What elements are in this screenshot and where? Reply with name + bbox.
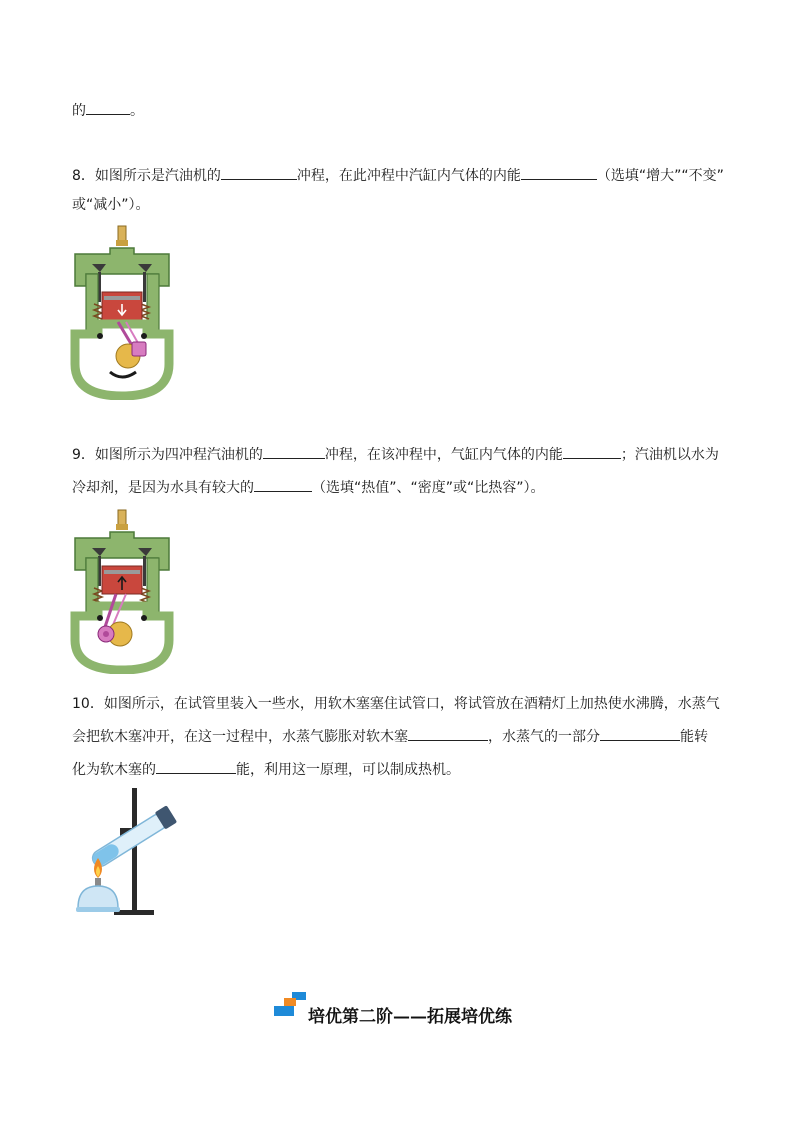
q10-text-5: 化为软木塞的 bbox=[72, 762, 156, 778]
q8-energy-blank[interactable] bbox=[521, 165, 597, 180]
spark-plug-icon bbox=[118, 226, 126, 242]
iron-stand-icon bbox=[132, 788, 137, 914]
q8-text-1: 8．如图所示是汽油机的 bbox=[72, 168, 221, 184]
q7-prefix: 的 bbox=[72, 103, 86, 119]
q8-text-2: 冲程，在此冲程中汽缸内气体的内能 bbox=[296, 168, 521, 184]
q9-line-1 bbox=[72, 444, 719, 465]
section-header bbox=[0, 1000, 794, 1030]
q9-text-5: （选填“热值”、“密度”或“比热容”）。 bbox=[312, 480, 545, 496]
q9-line-2 bbox=[72, 477, 545, 498]
spark-plug-icon bbox=[118, 510, 126, 526]
q9-stroke-blank[interactable] bbox=[263, 444, 325, 459]
q9-text-3: ；汽油机以水为 bbox=[620, 447, 719, 463]
q10-energy-to-blank[interactable] bbox=[156, 759, 236, 774]
q8-text-3: （选填“增大”“不变” bbox=[596, 168, 724, 184]
q7-suffix: 。 bbox=[130, 103, 144, 119]
q10-text-6: 能，利用这一原理，可以制成热机。 bbox=[236, 762, 460, 778]
q8-engine-diagram bbox=[70, 224, 175, 400]
q9-engine-diagram bbox=[70, 508, 175, 674]
q7-tail-line bbox=[72, 100, 144, 121]
q9-property-blank[interactable] bbox=[254, 477, 312, 492]
q10-text-4: 能转 bbox=[680, 729, 708, 745]
q8-line-1 bbox=[72, 165, 724, 186]
q10-text-1: 10．如图所示，在试管里装入一些水，用软木塞塞住试管口，将试管放在酒精灯上加热使水沸腾，水蒸气 bbox=[72, 696, 720, 712]
q8-line-2 bbox=[72, 195, 150, 215]
section-logo-icon bbox=[274, 992, 310, 1024]
rotation-arrow-icon bbox=[110, 372, 136, 377]
q8-stroke-blank[interactable] bbox=[221, 165, 297, 180]
q7-answer-blank[interactable] bbox=[86, 100, 130, 115]
q10-line-2 bbox=[72, 726, 708, 747]
q10-text-3: ，水蒸气的一部分 bbox=[488, 729, 600, 745]
q10-work-blank[interactable] bbox=[408, 726, 488, 741]
q10-test-tube-diagram bbox=[70, 786, 190, 918]
q10-text-2: 会把软木塞冲开，在这一过程中，水蒸气膨胀对软木塞 bbox=[72, 729, 408, 745]
q8-text-4: 或“减小”）。 bbox=[72, 197, 150, 213]
section-title: 培优第二阶——拓展培优练 bbox=[308, 1007, 512, 1027]
alcohol-lamp-icon bbox=[78, 886, 118, 908]
q10-energy-from-blank[interactable] bbox=[600, 726, 680, 741]
q9-text-1: 9．如图所示为四冲程汽油机的 bbox=[72, 447, 263, 463]
q9-text-2: 冲程，在该冲程中，气缸内气体的内能 bbox=[324, 447, 563, 463]
q10-line-3 bbox=[72, 759, 460, 780]
q9-text-4: 冷却剂，是因为水具有较大的 bbox=[72, 480, 254, 496]
q9-energy-blank[interactable] bbox=[563, 444, 621, 459]
q10-line-1 bbox=[72, 694, 720, 714]
